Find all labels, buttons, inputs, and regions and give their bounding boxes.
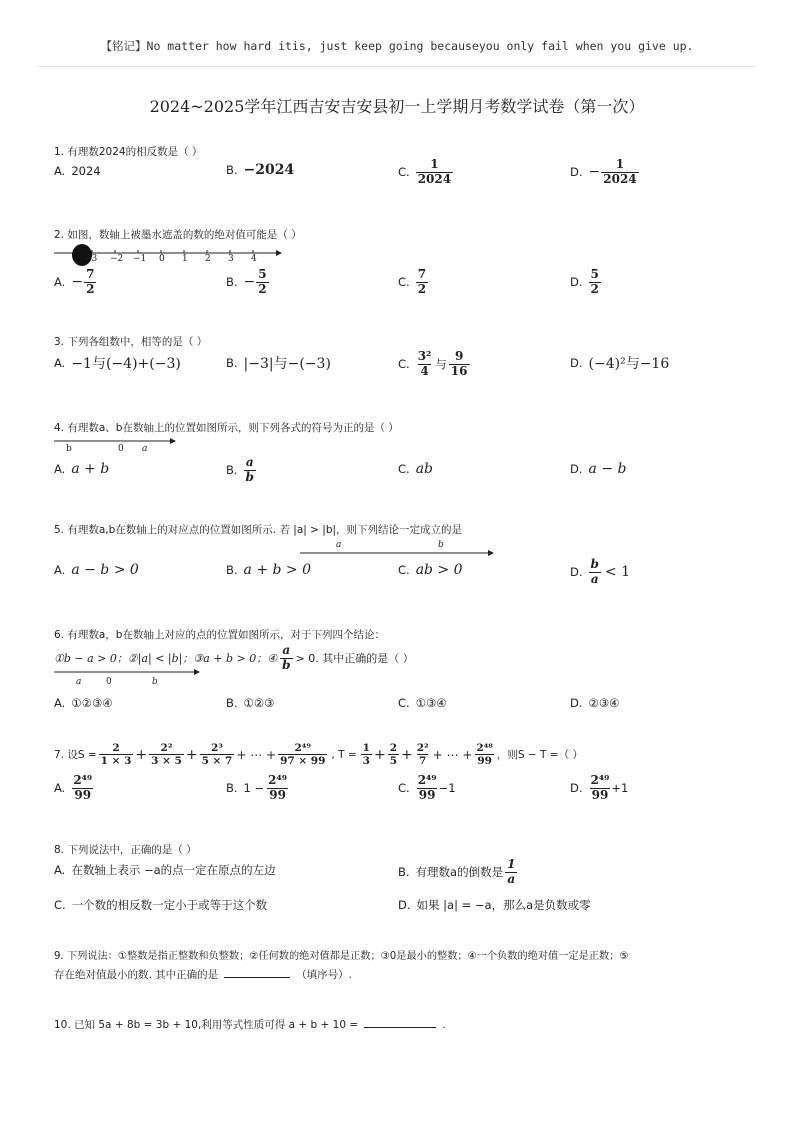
q4-axis-a: a [142, 444, 148, 454]
q8-c-label: C. [54, 898, 66, 912]
q7-b-fraction [266, 774, 289, 803]
q3-d-label: D. [570, 356, 583, 370]
q7-t-term2 [388, 742, 399, 767]
q2-tick-label: 4 [251, 254, 257, 264]
q4-b-num: a [245, 455, 254, 469]
q7-d-post: +1 [611, 781, 629, 796]
q6-a-text: ①②③④ [71, 696, 113, 710]
q7-f4-den: 97 × 99 [280, 755, 326, 768]
q6-option-d[interactable] [570, 696, 619, 710]
q3-c-num2: 9 [454, 349, 464, 363]
q8-option-b[interactable] [398, 858, 517, 887]
q7-f2-num: 2² [160, 742, 173, 754]
q1-a-label: A. [54, 164, 66, 178]
q4-a-label: A. [54, 462, 66, 476]
q6-axis-a: a [76, 677, 82, 687]
q7-f1-num: 2 [112, 742, 120, 754]
q6-d-label: D. [570, 696, 583, 710]
q7-f1-den: 1 × 3 [100, 755, 132, 768]
q10-text: 10. 已知 5a + 8b = 3b + 10,利用等式性质可得 a + b + 10 = [54, 1019, 359, 1031]
q9-line2 [54, 967, 352, 982]
q3-stem: 3. 下列各组数中，相等的是（ ） [54, 336, 208, 348]
q6-option-a[interactable] [54, 696, 113, 710]
q1-stem: 1. 有理数2024的相反数是（ ） [54, 146, 203, 158]
q8-option-a[interactable] [54, 862, 276, 878]
q2-c-fraction [416, 268, 428, 297]
q5-d-tail: < 1 [604, 564, 630, 581]
q4-stem: 4. 有理数a、b在数轴上的位置如图所示，则下列各式的符号为正的是（ ） [54, 422, 399, 434]
q3-d-text: (−4)²与−16 [588, 356, 670, 372]
q2-stem: 2. 如图，数轴上被墨水遮盖的数的绝对值可能是（ ） [54, 229, 302, 241]
q2-option-d[interactable] [570, 268, 601, 297]
q9-line1: 9. 下列说法：①整数是指正整数和负整数；②任何数的绝对值都是正数；③0是最小的整数；④一个负数的绝对值一定是正数；⑤ [54, 951, 629, 962]
q7-option-a[interactable] [54, 774, 94, 803]
q7-d-num: 2⁴⁹ [590, 773, 610, 787]
q7-option-c[interactable] [398, 774, 456, 803]
q7-a-label: A. [54, 781, 66, 796]
q5-d-fraction [589, 558, 601, 587]
q1-d-fraction [601, 158, 638, 187]
q7-s-term4 [278, 742, 327, 767]
q5-b-text: a + b > 0 [243, 562, 312, 578]
q6-b-label: B. [226, 696, 238, 710]
q7-s-term1 [99, 742, 134, 767]
q3-c-den: 4 [420, 363, 429, 378]
q7-option-d[interactable] [570, 774, 628, 803]
q7-t1-den: 3 [362, 755, 370, 768]
q1-c-num: 1 [430, 157, 439, 171]
q1-d-sign: − [588, 164, 601, 181]
q7-tail: ，则S − T =（ ） [496, 749, 583, 762]
q3-b-text: |−3|与−(−3) [243, 356, 331, 372]
q8-c-text: 一个数的相反数一定小于或等于这个数 [71, 898, 268, 912]
q2-d-den: 2 [590, 281, 599, 296]
q4-b-label: B. [226, 463, 238, 478]
q3-c-fraction1 [416, 350, 434, 379]
q3-c-label: C. [398, 357, 410, 372]
q7-c-num: 2⁴⁹ [417, 773, 437, 787]
q3-option-c[interactable] [398, 350, 470, 379]
q7-a-fraction [71, 774, 94, 803]
q6-stem2-num: a [282, 643, 291, 657]
q6-d-text: ②③④ [588, 696, 620, 710]
q1-b-label: B. [226, 163, 238, 177]
q7-b-num: 2⁴⁹ [268, 773, 288, 787]
q1-option-c[interactable] [398, 158, 453, 187]
q4-option-a[interactable] [54, 461, 109, 477]
q7-stem: 7. 设S = $\frac{2}{1 \times 3}$ + $\frac{\text{2²}}{3 \times 5}$ + $\frac{\text{2³}}{5 \times 7}$ + ⋯ + $\frac{\text{2⁴⁹}}{97 \times 99}$ , T = $\frac{1}{3}$ + $\frac{2}{5}$ + $\frac{\text{2²}}{7}$ + ⋯ + $\frac{\text{2⁴⁸}}{99}$ ，则S − T =（ ） [54, 742, 583, 768]
q3-a-text: −1与(−4)+(−3) [71, 356, 181, 372]
q6-axis-b: b [152, 677, 158, 687]
q2-tick-label: 3 [228, 254, 234, 264]
q7-t-term1 [361, 742, 372, 767]
q2-b-sign: − [243, 274, 256, 291]
q1-option-b[interactable] [226, 162, 294, 178]
q7-b-den: 99 [269, 787, 286, 802]
q6-stem2-b: > 0. 其中正确的是（ ） [295, 652, 414, 666]
q5-axis-b: b [438, 540, 444, 550]
q7-f3-den: 5 × 7 [201, 755, 233, 768]
q8-a-label: A. [54, 863, 66, 877]
q2-b-num: 5 [258, 267, 267, 281]
q7-t1-num: 1 [362, 742, 370, 754]
q6-c-label: C. [398, 696, 410, 710]
q2-d-label: D. [570, 275, 583, 290]
q6-c-text: ①③④ [415, 696, 447, 710]
q5-option-d[interactable] [570, 558, 630, 587]
q2-a-fraction [84, 268, 96, 297]
q5-c-label: C. [398, 563, 410, 577]
q2-a-den: 2 [86, 281, 95, 296]
q6-stem2-den: b [282, 657, 291, 672]
q7-b-label: B. [226, 781, 238, 796]
q5-a-text: a − b > 0 [71, 562, 139, 578]
q7-s-term3 [200, 742, 235, 767]
q8-b-text: 有理数a的倒数是 [415, 865, 504, 880]
q8-d-label: D. [398, 898, 411, 912]
q7-s-dots: + ⋯ + [236, 747, 277, 762]
q7-t4-den: 99 [477, 755, 492, 768]
q8-b-num: 1 [507, 857, 516, 871]
q9-answer-blank[interactable] [224, 967, 290, 978]
q7-d-fraction [589, 774, 612, 803]
q5-d-label: D. [570, 565, 583, 580]
q4-c-label: C. [398, 462, 410, 476]
q4-a-text: a + b [71, 461, 110, 477]
q6-option-b[interactable] [226, 696, 274, 710]
q6-stem2-a: ①b − a > 0；②|a| < |b|；③a + b > 0；④ [54, 652, 278, 666]
q4-axis-b: b [66, 444, 72, 454]
q5-option-b[interactable] [226, 562, 311, 578]
q8-option-c[interactable] [54, 897, 267, 913]
q7-f4-num: 2⁴⁹ [294, 742, 311, 754]
q3-option-b[interactable] [226, 353, 331, 373]
q1-option-a[interactable] [54, 164, 101, 178]
q7-t2-den: 5 [389, 755, 398, 768]
q4-d-text: a − b [588, 461, 627, 477]
q2-tick-label: 2 [205, 254, 211, 264]
q8-d-text: 如果 |a| = −a，那么a是负数或零 [416, 898, 591, 912]
q7-c-fraction [416, 774, 439, 803]
q1-d-num: 1 [615, 157, 625, 171]
q5-axis-a: a [336, 540, 342, 550]
q8-b-label: B. [398, 865, 410, 880]
q4-b-fraction [244, 456, 256, 485]
q2-tick-label: 1 [182, 254, 188, 264]
q7-f3-num: 2³ [211, 742, 223, 754]
q6-a-label: A. [54, 696, 66, 710]
q4-option-b[interactable] [226, 456, 256, 485]
q4-axis-zero: 0 [118, 444, 124, 454]
q2-c-label: C. [398, 275, 410, 290]
q9-line2-a: 存在绝对值最小的数. 其中正确的是 [54, 969, 219, 981]
q7-f2-den: 3 × 5 [151, 755, 182, 768]
q1-d-label: D. [570, 165, 583, 180]
q2-a-num: 7 [86, 267, 95, 281]
q7-s-term2 [149, 742, 184, 767]
q7-d-den: 99 [591, 787, 609, 802]
q2-b-label: B. [226, 275, 238, 290]
q1-c-label: C. [398, 165, 410, 180]
q2-a-label: A. [54, 275, 66, 290]
q2-tick-label: −2 [110, 254, 124, 264]
q7-t2-num: 2 [389, 742, 398, 754]
q3-c-fraction2 [449, 350, 470, 379]
q1-option-d[interactable] [570, 158, 639, 187]
q1-a-text: 2024 [71, 164, 101, 178]
q7-c-post: −1 [438, 781, 456, 796]
q7-t-dots: + ⋯ + [432, 747, 473, 762]
motto-header: 【铭记】No matter how hard itis, just keep going becauseyou only fail when you give up. [100, 39, 694, 53]
q10-tail: . [442, 1019, 446, 1031]
q4-d-label: D. [570, 462, 583, 476]
q5-option-a[interactable] [54, 562, 139, 578]
q5-number-line [300, 549, 496, 559]
header-divider [38, 66, 756, 67]
q5-b-label: B. [226, 563, 238, 577]
q5-d-num: b [590, 557, 599, 571]
q1-d-den: 2024 [603, 171, 637, 186]
q4-option-c[interactable] [398, 461, 433, 477]
q7-t3-num: 2² [416, 742, 429, 754]
q8-stem: 8. 下列说法中，正确的是（ ） [54, 844, 197, 856]
q6-stem2-fraction [280, 644, 292, 673]
q3-c-num: 3² [417, 349, 432, 363]
q8-option-d[interactable] [398, 897, 591, 913]
q6-axis-zero: 0 [106, 677, 112, 687]
q6-option-c[interactable] [398, 696, 447, 710]
q7-b-pre: 1 − [243, 781, 265, 796]
q7-option-b[interactable] [226, 774, 289, 803]
q7-a-num: 2⁴⁹ [73, 773, 93, 787]
q2-c-num: 7 [417, 267, 427, 281]
q8-b-den: a [507, 871, 516, 886]
q7-prefix: 7. 设S = [54, 749, 97, 762]
q7-t4-num: 2⁴⁸ [476, 742, 493, 754]
q7-t-term3 [415, 742, 431, 767]
q4-b-den: b [245, 469, 254, 484]
q8-a-text: 在数轴上表示 −a的点一定在原点的左边 [71, 863, 276, 877]
q7-c-den: 99 [418, 787, 436, 802]
q1-b-text: −2024 [243, 162, 295, 178]
q7-d-label: D. [570, 781, 583, 796]
q3-b-label: B. [226, 356, 238, 370]
q3-c-den2: 16 [450, 363, 468, 378]
q7-t-term4 [474, 742, 495, 767]
q2-b-den: 2 [258, 281, 267, 296]
q3-a-label: A. [54, 356, 66, 370]
q5-d-den: a [590, 571, 599, 586]
q8-b-fraction [505, 858, 517, 887]
q7-t3-den: 7 [419, 755, 427, 768]
q2-b-fraction [256, 268, 268, 297]
q2-tick-label: −3 [84, 254, 98, 264]
q7-c-label: C. [398, 781, 410, 796]
q6-stem-line1: 6. 有理数a，b在数轴上对应的点的位置如图所示，对于下列四个结论： [54, 629, 385, 641]
q5-stem: 5. 有理数a,b在数轴上的对应点的位置如图所示. 若 |a| > |b|，则下列结论一定成立的是 [54, 524, 463, 536]
q3-option-a[interactable] [54, 353, 181, 373]
q10-line [54, 1017, 446, 1032]
q2-option-b[interactable] [226, 268, 269, 297]
q2-option-a[interactable] [54, 268, 96, 297]
q2-tick-label: 0 [159, 254, 165, 264]
q2-option-c[interactable] [398, 268, 428, 297]
q2-c-den: 2 [417, 281, 427, 296]
q5-a-label: A. [54, 563, 66, 577]
q10-answer-blank[interactable] [364, 1017, 436, 1028]
q1-c-fraction [416, 158, 453, 187]
q5-c-text: ab > 0 [415, 562, 463, 578]
q7-a-den: 99 [74, 787, 92, 802]
page-title: 2024~2025学年江西吉安吉安县初一上学期月考数学试卷（第一次） [149, 97, 645, 116]
q3-c-mid: 与 [435, 357, 447, 372]
q6-b-text: ①②③ [243, 696, 275, 710]
q3-option-d[interactable] [570, 353, 669, 373]
q5-option-c[interactable] [398, 562, 463, 578]
q2-d-num: 5 [590, 267, 599, 281]
q4-number-line [54, 436, 178, 448]
q2-d-fraction [589, 268, 601, 297]
q2-tick-label: −1 [133, 254, 147, 264]
q7-mid: , T = [331, 748, 357, 761]
q4-c-text: ab [415, 461, 433, 477]
q9-line2-b: （填序号）. [296, 969, 353, 981]
q4-option-d[interactable] [570, 461, 626, 477]
q2-a-sign: − [71, 274, 84, 291]
q1-c-den: 2024 [417, 171, 452, 186]
